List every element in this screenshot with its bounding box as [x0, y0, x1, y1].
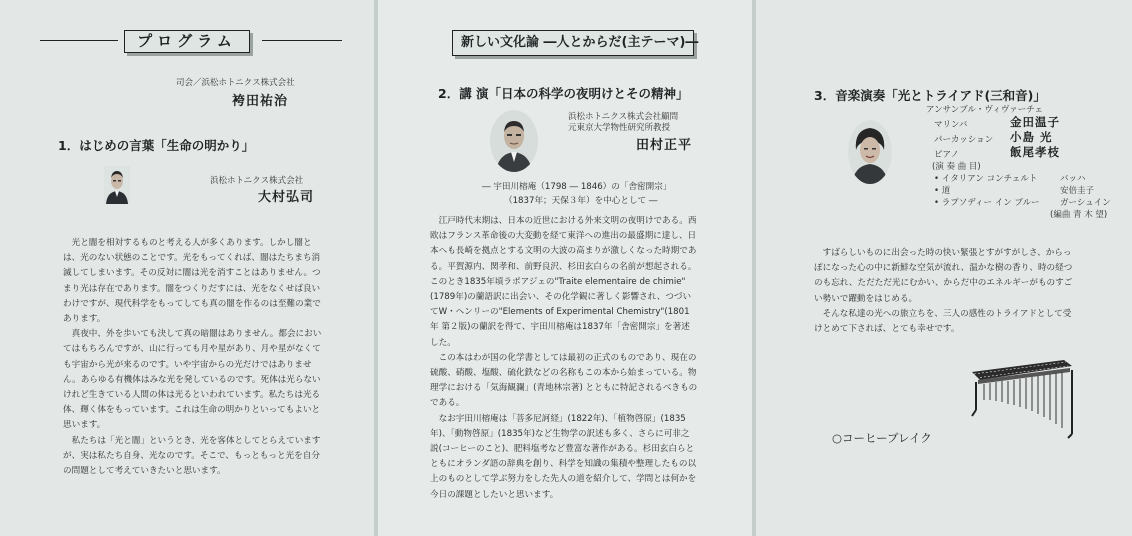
panel-lecture: [378, 0, 752, 536]
performer-name-2: 小島 光: [1010, 130, 1053, 144]
program-piece-2: • 道: [934, 186, 951, 196]
header-rule-right: [262, 40, 342, 41]
program-piece-1: • イタリアン コンチェルト: [934, 174, 1038, 184]
program-composer-2: 安倍圭子: [1060, 186, 1095, 196]
speaker-org-tamura-2: 元東京大学物性研究所教授: [568, 123, 671, 133]
program-composer-3: ガーシュイン: [1060, 198, 1111, 208]
lecture-subtitle-2: （1837年；天保３年）を中心として ―: [504, 196, 658, 206]
panel-music: [756, 0, 1132, 536]
section-title-music: 3．音楽演奏「光とトライアド(三和音)」: [814, 88, 1046, 103]
speaker-org-omura: 浜松ホトニクス株式会社: [210, 176, 304, 186]
lecture-body: [430, 214, 698, 503]
program-header: プログラム: [124, 30, 250, 53]
paragraph: そんな私達の光への旅立ちを、三人の感性のトライアドとして受けとめて下されば、とても幸せです。: [814, 308, 1072, 335]
header-rule-left: [40, 40, 118, 41]
paragraph: 真夜中、外を歩いても決して真の暗闇はありません。都会においてはもちろんですが、山に行っても月や星があり、月や星がなくても宇宙から光が来るのです。いや宇宙からの光だけではありません。あらゆる有機体はみな光を発しているのです。死体は光らないけれど生きている人間の体は光るといわれています。私たちは光る体、輝く体をもっています。これは生命の明かりといってもよいと思います。: [63, 329, 322, 431]
paragraph: すばらしいものに出会った時の快い緊張とすがすがしさ、からっぽになった心の中に新鮮な空気が流れ、温かな樹の香り、時の経つのも忘れ、ただただ光にむかい、からだ中のエネルギーがものすごい勢いで躍動をはじめる。: [814, 248, 1073, 304]
speaker-photo-omura: [104, 166, 130, 204]
portrait-omura: [104, 166, 130, 204]
paragraph: 光と闇を相対するものと考える人が多くあります。しかし闇とは、光のない状態のことです。光をもってくれば、闇はたちまち消滅してしまいます。その反対に闇は光を消すことはありません。つまり光は存在であります。闇をつくりだすには、光をなくせば良いわけですが、現代科学をもってしても真の闇を作るのは至難の業であります。: [63, 238, 321, 325]
theme-header: 新しい文化論 ―人とからだ(主テーマ)―: [452, 30, 694, 56]
performer-role-1: マリンバ: [934, 120, 968, 130]
performer-name-3: 飯尾孝枝: [1010, 145, 1060, 159]
speaker-org-tamura-1: 浜松ホトニクス株式会社顧問: [568, 112, 679, 122]
portrait-performer: [848, 120, 892, 184]
program-piece-3: • ラプソディー イン ブルー: [934, 198, 1040, 208]
host-org: 司会／浜松ホトニクス株式会社: [176, 78, 295, 88]
coffee-break: ○コーヒーブレイク: [832, 431, 932, 445]
program-composer-1: バッハ: [1060, 174, 1086, 184]
performer-photo: [848, 120, 892, 184]
speaker-name-omura: 大村弘司: [258, 190, 315, 205]
paragraph: なお宇田川榕庵は「菩多尼訶経」(1822年)、「植物啓原」(1835年)、「動物啓原」(1835年)など生物学の訳述も多く、さらに可非之説(コーヒーのこと)、肥料塩考など豊富な著作がある。杉田玄白らとともにオランダ語の辞典を創り、科学を知識の集積や整理したもの以上のものとして学ぶ努力をした先人の道を紹介して、学問とは何かを今日の課題としたいと思います。: [430, 413, 697, 500]
section-title-lecture: 2．講 演「日本の科学の夜明けとその精神」: [438, 86, 689, 101]
host-name: 袴田祐治: [232, 94, 289, 109]
marimba-illustration: [968, 354, 1076, 440]
section-title-opening: 1．はじめの言葉「生命の明かり」: [58, 138, 255, 153]
performer-role-2: パーカッション: [934, 135, 994, 145]
paragraph: 江戸時代末期は、日本の近世における外来文明の夜明けである。西欧はフランス革命後の大変動を経て東洋への進出の最盛期に達し、日本へも長崎を拠点とする文明の大波の高まりが激しくなった時期である。平賀源内、関孝和、前野良沢、杉田玄白らの名前が想起される。このとき1835年頃ラボアジェの"Traite elementaire de chimie"(1789年)の蘭語訳に出会い、その化学観に著しく影響され、つづいてW・ヘンリーの"Elements of Experimental Chemistry"(1801年 第２版)の蘭訳を得て、宇田川榕庵は1837年「舎密開宗」を著述した。: [430, 216, 697, 348]
paragraph: 私たちは「光と闇」というとき、光を客体としてとらえていますが、実は私たち自身、光なのです。そこで、もっともっと光を自分の問題として考えていきたいと思います。: [63, 435, 321, 477]
lecture-subtitle-1: ― 宇田川榕庵（1798 ― 1846）の「舎密開宗」: [482, 182, 672, 192]
music-body: [814, 246, 1076, 337]
arrangement-credit: (編曲 青 木 望): [1050, 210, 1108, 220]
performer-name-1: 金田温子: [1010, 115, 1060, 129]
panel-program-opening: [0, 0, 374, 536]
portrait-tamura: [490, 110, 538, 172]
performer-role-3: ピアノ: [934, 150, 959, 160]
program-label: (演 奏 曲 目): [932, 162, 981, 172]
speaker-name-tamura: 田村正平: [636, 138, 693, 153]
ensemble-name: アンサンブル・ヴィヴァーチェ: [926, 105, 1044, 115]
speaker-photo-tamura: [490, 110, 538, 172]
opening-body: [63, 236, 325, 479]
paragraph: この本はわが国の化学書としては最初の正式のものであり、現在の硫酸、硝酸、塩酸、硫化鉄などの名称もこの本から始まっている。物理学における「気海観瀾」(青地林宗著) とともに特記されるべきものである。: [430, 352, 698, 409]
